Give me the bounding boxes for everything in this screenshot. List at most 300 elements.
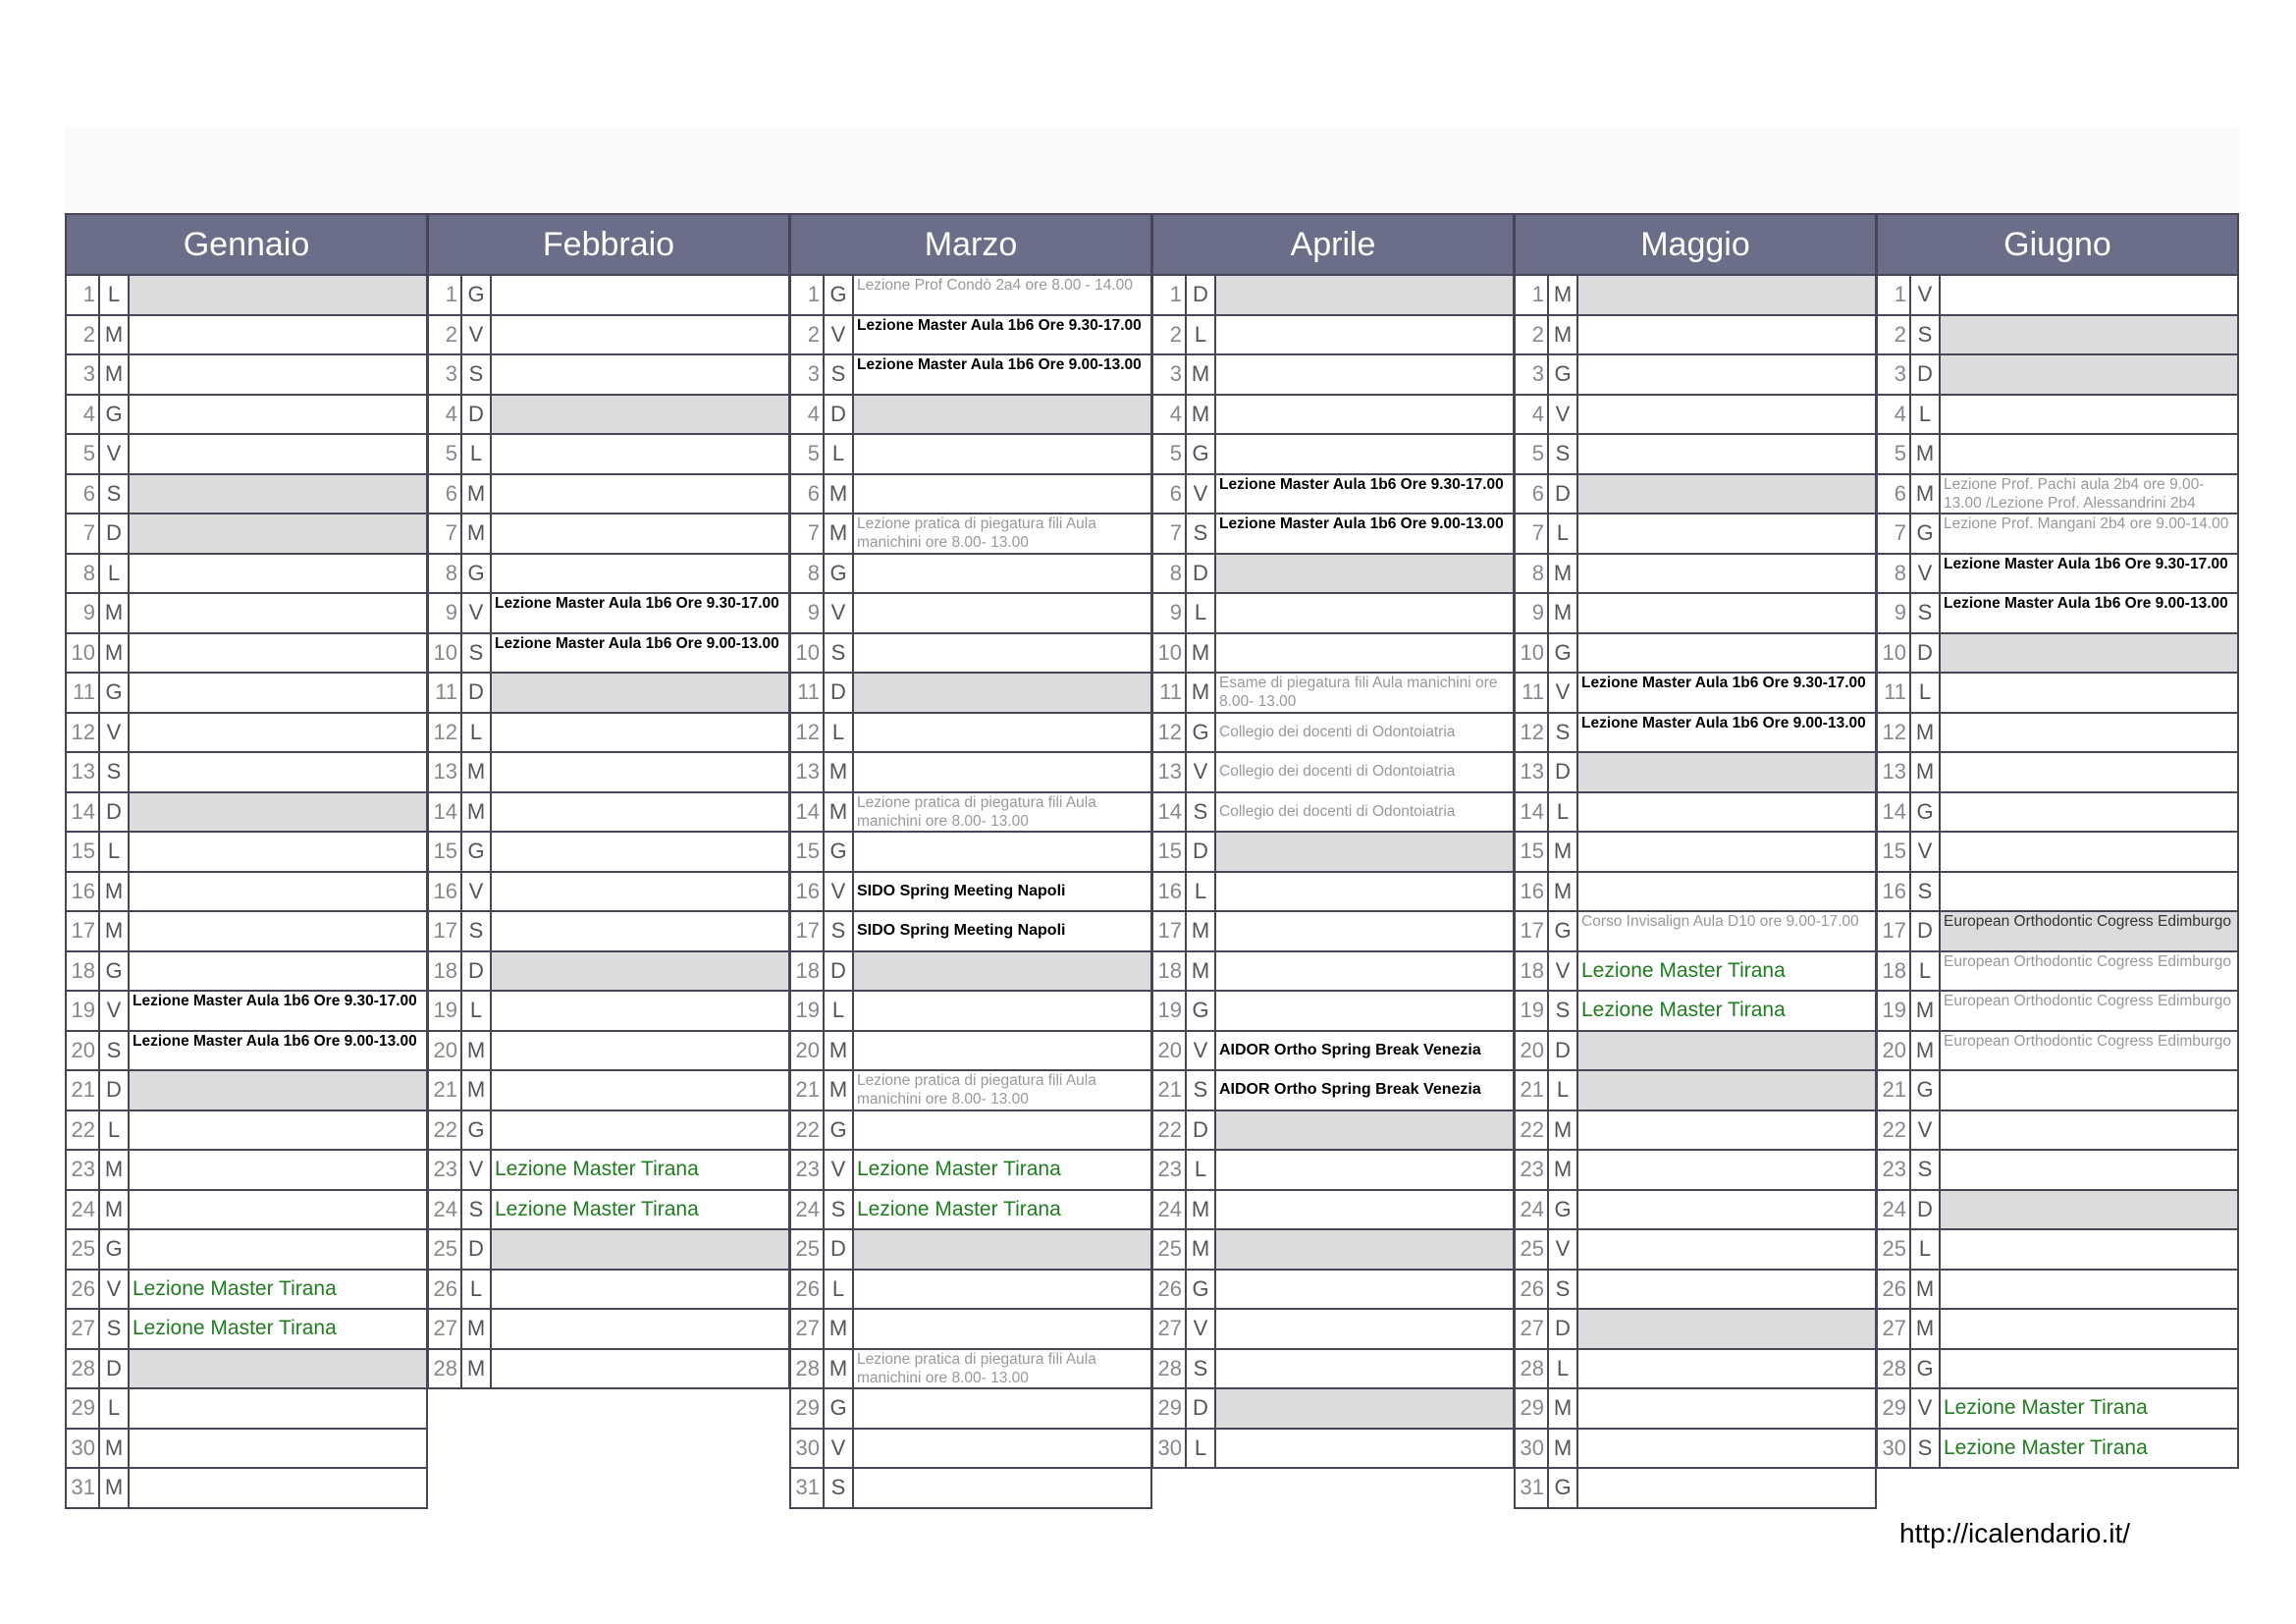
event-cell[interactable]: [1216, 1350, 1513, 1388]
event-cell[interactable]: [1941, 714, 2237, 752]
weekday-letter: V: [825, 1430, 854, 1468]
event-cell[interactable]: [130, 1230, 426, 1269]
event-cell[interactable]: [1941, 1111, 2237, 1150]
event-cell[interactable]: [1578, 833, 1875, 871]
weekday-letter: L: [825, 435, 854, 473]
weekday-letter: S: [825, 1191, 854, 1229]
event-cell[interactable]: [130, 1071, 426, 1110]
weekday-letter: L: [1549, 793, 1578, 832]
event-cell[interactable]: [1578, 1230, 1875, 1269]
weekday-letter: S: [462, 355, 492, 394]
event-cell[interactable]: [130, 276, 426, 314]
event-cell[interactable]: [1578, 753, 1875, 791]
event-cell[interactable]: [1941, 674, 2237, 712]
weekday-letter: V: [1911, 555, 1941, 593]
event-cell[interactable]: [1578, 1350, 1875, 1388]
event-cell[interactable]: [1216, 753, 1513, 791]
weekday-letter: D: [1187, 833, 1216, 871]
day-row: [1516, 1230, 1875, 1271]
day-row: [429, 475, 788, 515]
event-cell[interactable]: [1216, 1271, 1513, 1309]
event-text: Lezione Master Aula 1b6 Ore 9.30-17.00: [495, 595, 779, 612]
day-row: [1878, 1430, 2237, 1470]
day-row: [67, 793, 426, 834]
day-row: [429, 634, 788, 675]
event-cell[interactable]: [854, 952, 1150, 991]
day-number: 23: [1153, 1151, 1187, 1189]
event-cell[interactable]: [492, 992, 788, 1030]
event-cell[interactable]: [1578, 1271, 1875, 1309]
event-cell[interactable]: [854, 475, 1150, 514]
event-cell[interactable]: [1941, 475, 2237, 514]
event-cell[interactable]: [1941, 1230, 2237, 1269]
event-text: Lezione Prof. Mangani 2b4 ore 9.00-14.00: [1944, 515, 2229, 532]
day-row: [1878, 435, 2237, 475]
weekday-letter: M: [100, 873, 130, 911]
event-cell[interactable]: [1216, 992, 1513, 1030]
event-cell[interactable]: [492, 952, 788, 991]
day-number: 6: [67, 475, 100, 514]
event-cell[interactable]: [492, 1111, 788, 1150]
event-cell[interactable]: [854, 276, 1150, 314]
event-cell[interactable]: [1578, 1310, 1875, 1348]
event-cell[interactable]: [130, 1032, 426, 1070]
day-row: [1878, 555, 2237, 595]
event-cell[interactable]: [1941, 952, 2237, 991]
event-cell[interactable]: [854, 1469, 1150, 1507]
event-cell[interactable]: [1578, 594, 1875, 632]
event-cell[interactable]: [130, 1271, 426, 1309]
event-cell[interactable]: [492, 1071, 788, 1110]
event-cell[interactable]: [1578, 355, 1875, 394]
day-number: 30: [67, 1430, 100, 1468]
day-row: [791, 1350, 1150, 1390]
day-row: [1516, 514, 1875, 555]
event-cell[interactable]: [1216, 555, 1513, 593]
event-cell[interactable]: [492, 1191, 788, 1229]
event-cell[interactable]: [1578, 514, 1875, 553]
event-text: Lezione pratica di piegatura fili Aula manichini ore 8.00- 13.00: [857, 793, 1096, 830]
event-cell[interactable]: [854, 674, 1150, 712]
event-cell[interactable]: [1578, 793, 1875, 832]
event-cell[interactable]: [1941, 1350, 2237, 1388]
day-row: [1516, 873, 1875, 913]
event-cell[interactable]: [1216, 793, 1513, 832]
day-number: 4: [1153, 396, 1187, 434]
day-number: 3: [67, 355, 100, 394]
event-cell[interactable]: [492, 833, 788, 871]
day-number: 31: [791, 1469, 825, 1507]
day-row: [1516, 952, 1875, 993]
weekday-letter: M: [1549, 1430, 1578, 1468]
event-cell[interactable]: [854, 1032, 1150, 1070]
event-cell[interactable]: [854, 1389, 1150, 1428]
event-cell[interactable]: [1216, 396, 1513, 434]
event-cell[interactable]: [854, 1230, 1150, 1269]
day-row: [1878, 594, 2237, 634]
event-cell[interactable]: [130, 355, 426, 394]
day-number: 11: [1878, 674, 1911, 712]
event-cell[interactable]: [1941, 753, 2237, 791]
event-cell[interactable]: [492, 753, 788, 791]
event-cell[interactable]: [854, 555, 1150, 593]
day-row: [1878, 396, 2237, 436]
event-cell[interactable]: [130, 873, 426, 911]
event-cell[interactable]: [1941, 912, 2237, 950]
weekday-letter: S: [1911, 316, 1941, 354]
event-cell[interactable]: [130, 912, 426, 950]
month-column: [65, 213, 428, 1509]
weekday-letter: S: [1549, 1271, 1578, 1309]
day-number: 25: [429, 1230, 462, 1269]
day-row: [67, 714, 426, 754]
day-number: 19: [1153, 992, 1187, 1030]
event-cell[interactable]: [854, 396, 1150, 434]
event-cell[interactable]: [1578, 873, 1875, 911]
event-cell[interactable]: [1216, 475, 1513, 514]
day-number: 17: [1878, 912, 1911, 950]
event-cell[interactable]: [1941, 355, 2237, 394]
event-cell[interactable]: [492, 555, 788, 593]
event-cell[interactable]: [492, 634, 788, 673]
event-cell[interactable]: [1941, 435, 2237, 473]
day-row: [67, 1389, 426, 1430]
event-cell[interactable]: [492, 674, 788, 712]
event-cell[interactable]: [854, 714, 1150, 752]
event-cell[interactable]: [1941, 514, 2237, 553]
event-cell[interactable]: [1216, 873, 1513, 911]
event-cell[interactable]: [854, 634, 1150, 673]
event-cell[interactable]: [854, 992, 1150, 1030]
day-number: 6: [1516, 475, 1549, 514]
event-cell[interactable]: [492, 475, 788, 514]
event-cell[interactable]: [492, 873, 788, 911]
event-cell[interactable]: [854, 1350, 1150, 1388]
event-cell[interactable]: [1578, 952, 1875, 991]
event-cell[interactable]: [1578, 1389, 1875, 1428]
event-cell[interactable]: [130, 793, 426, 832]
event-cell[interactable]: [1578, 316, 1875, 354]
day-row: [1153, 276, 1513, 316]
event-cell[interactable]: [492, 793, 788, 832]
weekday-letter: V: [462, 873, 492, 911]
event-cell[interactable]: [1578, 1032, 1875, 1070]
event-cell[interactable]: [492, 514, 788, 553]
event-cell[interactable]: [1216, 952, 1513, 991]
event-cell[interactable]: [854, 1151, 1150, 1189]
event-cell[interactable]: [854, 1310, 1150, 1348]
day-number: 13: [1516, 753, 1549, 791]
event-cell[interactable]: [492, 1032, 788, 1070]
event-cell[interactable]: [130, 475, 426, 514]
event-cell[interactable]: [1578, 1111, 1875, 1150]
weekday-letter: V: [1187, 753, 1216, 791]
event-cell[interactable]: [130, 952, 426, 991]
event-cell[interactable]: [1216, 1310, 1513, 1348]
event-cell[interactable]: [1941, 992, 2237, 1030]
event-cell[interactable]: [492, 912, 788, 950]
day-row: [791, 674, 1150, 714]
event-text: Collegio dei docenti di Odontoiatria: [1219, 763, 1456, 781]
event-cell[interactable]: [1216, 833, 1513, 871]
event-cell[interactable]: [1216, 276, 1513, 314]
day-row: [791, 1469, 1150, 1509]
event-cell[interactable]: [1216, 514, 1513, 553]
day-list: [65, 276, 428, 1509]
day-row: [429, 594, 788, 634]
event-cell[interactable]: [854, 873, 1150, 911]
event-cell[interactable]: [1941, 1032, 2237, 1070]
event-cell[interactable]: [492, 714, 788, 752]
event-cell[interactable]: [492, 396, 788, 434]
event-cell[interactable]: [130, 1151, 426, 1189]
event-cell[interactable]: [1578, 276, 1875, 314]
event-cell[interactable]: [1216, 1430, 1513, 1468]
event-cell[interactable]: [492, 276, 788, 314]
event-cell[interactable]: [492, 1271, 788, 1309]
day-row: [1878, 992, 2237, 1032]
event-cell[interactable]: [1941, 1271, 2237, 1309]
day-row: [1153, 1071, 1513, 1111]
event-cell[interactable]: [1941, 634, 2237, 673]
day-row: [429, 833, 788, 873]
event-cell[interactable]: [1216, 714, 1513, 752]
day-row: [791, 793, 1150, 834]
event-cell[interactable]: [1941, 1430, 2237, 1468]
event-cell[interactable]: [130, 1350, 426, 1388]
event-cell[interactable]: [1941, 1191, 2237, 1229]
event-cell[interactable]: [854, 594, 1150, 632]
event-cell[interactable]: [854, 833, 1150, 871]
event-cell[interactable]: [854, 1191, 1150, 1229]
event-cell[interactable]: [492, 1350, 788, 1388]
event-cell[interactable]: [1941, 793, 2237, 832]
day-row: [1153, 396, 1513, 436]
day-number: 7: [791, 514, 825, 553]
day-row: [1516, 396, 1875, 436]
day-row: [67, 396, 426, 436]
event-cell[interactable]: [854, 912, 1150, 950]
day-row: [1516, 1389, 1875, 1430]
event-cell[interactable]: [854, 316, 1150, 354]
month-column: [1514, 213, 1877, 1509]
event-cell[interactable]: [1216, 912, 1513, 950]
event-cell[interactable]: [130, 1310, 426, 1348]
weekday-letter: V: [1187, 1032, 1216, 1070]
event-cell[interactable]: [854, 753, 1150, 791]
day-number: 19: [429, 992, 462, 1030]
event-cell[interactable]: [1216, 1151, 1513, 1189]
event-cell[interactable]: [1216, 594, 1513, 632]
weekday-letter: M: [462, 1310, 492, 1348]
day-row: [1878, 634, 2237, 675]
day-number: 12: [429, 714, 462, 752]
event-cell[interactable]: [1941, 555, 2237, 593]
day-number: 21: [1516, 1071, 1549, 1110]
weekday-letter: M: [1187, 396, 1216, 434]
event-cell[interactable]: [1578, 1469, 1875, 1507]
footer-url[interactable]: http://icalendario.it/: [1899, 1518, 2131, 1548]
day-number: 13: [791, 753, 825, 791]
event-cell[interactable]: [130, 1111, 426, 1150]
event-cell[interactable]: [130, 1469, 426, 1507]
event-cell[interactable]: [1941, 1310, 2237, 1348]
event-cell[interactable]: [492, 1151, 788, 1189]
day-number: 20: [791, 1032, 825, 1070]
day-row: [791, 594, 1150, 634]
event-cell[interactable]: [1578, 396, 1875, 434]
event-cell[interactable]: [492, 1310, 788, 1348]
weekday-letter: L: [825, 714, 854, 752]
event-cell[interactable]: [1578, 674, 1875, 712]
event-cell[interactable]: [1941, 1151, 2237, 1189]
weekday-letter: M: [1187, 1191, 1216, 1229]
day-row: [67, 555, 426, 595]
event-cell[interactable]: [1216, 1230, 1513, 1269]
day-number: 18: [67, 952, 100, 991]
day-row: [1516, 1032, 1875, 1072]
event-cell[interactable]: [1578, 475, 1875, 514]
event-cell[interactable]: [492, 355, 788, 394]
day-row: [1516, 1310, 1875, 1350]
event-cell[interactable]: [1216, 435, 1513, 473]
event-cell[interactable]: [1216, 1032, 1513, 1070]
event-cell[interactable]: [1941, 396, 2237, 434]
weekday-letter: L: [1911, 674, 1941, 712]
day-row: [1516, 594, 1875, 634]
event-cell[interactable]: [1216, 1071, 1513, 1110]
event-cell[interactable]: [1216, 1191, 1513, 1229]
day-number: 7: [429, 514, 462, 553]
day-row: [791, 435, 1150, 475]
event-cell[interactable]: [130, 1430, 426, 1468]
event-cell[interactable]: [1216, 1111, 1513, 1150]
event-cell[interactable]: [492, 1230, 788, 1269]
day-number: 11: [1153, 674, 1187, 712]
event-cell[interactable]: [130, 833, 426, 871]
day-row: [1153, 952, 1513, 993]
event-cell[interactable]: [492, 316, 788, 354]
weekday-letter: M: [100, 316, 130, 354]
day-row: [429, 873, 788, 913]
day-row: [1153, 833, 1513, 873]
weekday-letter: M: [1911, 1271, 1941, 1309]
event-cell[interactable]: [854, 1271, 1150, 1309]
event-cell[interactable]: [130, 555, 426, 593]
event-text: Lezione Master Aula 1b6 Ore 9.30-17.00: [1581, 675, 1866, 691]
day-row: [1878, 1151, 2237, 1191]
event-cell[interactable]: [1578, 714, 1875, 752]
event-cell[interactable]: [854, 1071, 1150, 1110]
event-cell[interactable]: [1941, 1389, 2237, 1428]
day-row: [1878, 1111, 2237, 1152]
event-cell[interactable]: [1941, 276, 2237, 314]
event-cell[interactable]: [854, 435, 1150, 473]
event-cell[interactable]: [1578, 435, 1875, 473]
event-cell[interactable]: [1578, 912, 1875, 950]
event-cell[interactable]: [1578, 1430, 1875, 1468]
day-number: 30: [1153, 1430, 1187, 1468]
event-cell[interactable]: [854, 514, 1150, 553]
event-cell[interactable]: [130, 674, 426, 712]
event-cell[interactable]: [1578, 1191, 1875, 1229]
day-row: [791, 1032, 1150, 1072]
day-number: 11: [1516, 674, 1549, 712]
event-cell[interactable]: [130, 1389, 426, 1428]
weekday-letter: M: [1187, 355, 1216, 394]
day-number: 12: [791, 714, 825, 752]
event-cell[interactable]: [130, 992, 426, 1030]
day-row: [1153, 514, 1513, 555]
event-cell[interactable]: [1941, 316, 2237, 354]
event-cell[interactable]: [130, 514, 426, 553]
event-cell[interactable]: [130, 594, 426, 632]
weekday-letter: V: [1549, 674, 1578, 712]
event-cell[interactable]: [1216, 634, 1513, 673]
weekday-letter: D: [1187, 1389, 1216, 1428]
event-cell[interactable]: [130, 753, 426, 791]
event-cell[interactable]: [1578, 1151, 1875, 1189]
weekday-letter: V: [1911, 1389, 1941, 1428]
event-cell[interactable]: [1578, 634, 1875, 673]
weekday-letter: G: [1549, 912, 1578, 950]
day-number: 16: [1516, 873, 1549, 911]
event-cell[interactable]: [130, 316, 426, 354]
event-cell[interactable]: [1941, 873, 2237, 911]
event-cell[interactable]: [854, 793, 1150, 832]
day-number: 20: [1878, 1032, 1911, 1070]
event-cell[interactable]: [1941, 833, 2237, 871]
weekday-letter: V: [462, 316, 492, 354]
event-cell[interactable]: [130, 396, 426, 434]
day-number: 9: [1878, 594, 1911, 632]
weekday-letter: G: [825, 276, 854, 314]
event-cell[interactable]: [130, 714, 426, 752]
day-number: 16: [429, 873, 462, 911]
event-cell[interactable]: [854, 1430, 1150, 1468]
event-cell[interactable]: [1216, 355, 1513, 394]
day-number: 28: [429, 1350, 462, 1388]
weekday-letter: M: [462, 514, 492, 553]
day-number: 19: [67, 992, 100, 1030]
event-cell[interactable]: [1941, 594, 2237, 632]
weekday-letter: G: [462, 555, 492, 593]
event-cell[interactable]: [1578, 992, 1875, 1030]
weekday-letter: D: [100, 514, 130, 553]
event-text: Lezione Master Aula 1b6 Ore 9.30-17.00: [1219, 475, 1504, 493]
event-cell[interactable]: [130, 435, 426, 473]
event-cell[interactable]: [130, 634, 426, 673]
day-number: 6: [1153, 475, 1187, 514]
event-cell[interactable]: [492, 435, 788, 473]
event-cell[interactable]: [1216, 674, 1513, 712]
weekday-letter: V: [825, 873, 854, 911]
day-number: 20: [429, 1032, 462, 1070]
event-cell[interactable]: [1578, 555, 1875, 593]
event-cell[interactable]: [130, 1191, 426, 1229]
event-cell[interactable]: [1216, 1389, 1513, 1428]
day-row: [1878, 316, 2237, 356]
event-cell[interactable]: [854, 355, 1150, 394]
event-cell[interactable]: [1216, 316, 1513, 354]
event-cell[interactable]: [854, 1111, 1150, 1150]
event-cell[interactable]: [492, 594, 788, 632]
event-cell[interactable]: [1941, 1071, 2237, 1110]
day-number: 14: [1153, 793, 1187, 832]
day-row: [1516, 1430, 1875, 1470]
day-row: [1878, 475, 2237, 515]
event-cell[interactable]: [1578, 1071, 1875, 1110]
